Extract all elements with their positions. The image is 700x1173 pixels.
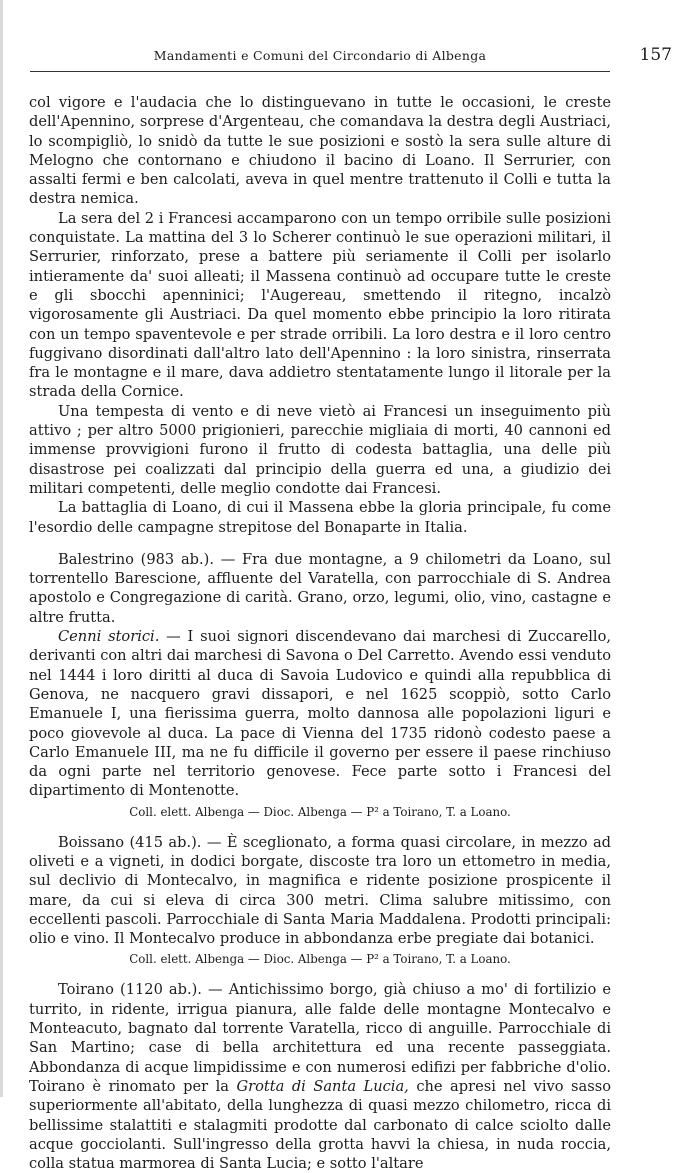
page-number: 157 [639, 45, 672, 65]
page-binding-edge [0, 0, 3, 1097]
header-rule [30, 71, 610, 72]
collegio-note: Coll. elett. Albenga — Dioc. Albenga — P² a Toirano, T. a Loano. [129, 952, 511, 967]
entry-lead-text: (415 ab.). — È sceglionato, a forma quasi circolare, in mezzo ad oliveti e a vigneti, in dodici borgate, discoste tra loro un ettometro in media, sul declivio di Montecalvo, in magnifica e ridente posizione prospicente il mare, da cui si eleva di circa 300 metri. Clima salubre mitissimo, con eccellenti pascoli. Parrocchiale di Santa Maria Maddalena. Prodotti principali: olio e vino. Il Montecalvo produce in abbondanza erbe pregiate dai botanici. [29, 833, 611, 948]
paragraph: Una tempesta di vento e di neve vietò ai Francesi un inseguimento più attivo ; per altro 5000 prigionieri, parecchie migliaia di morti, 40 cannoni ed immense provvigioni furono il frutto di codesta battaglia, una delle più disastrose pei coalizzati dal principio della guerra ed una, a giudizio dei militari competenti, delle meglio condotte dai Francesi. [29, 402, 611, 497]
collegio-note: Coll. elett. Albenga — Dioc. Albenga — P² a Toirano, T. a Loano. [129, 804, 511, 819]
entry-lead [29, 550, 611, 627]
entry-name: Boissano [58, 833, 125, 851]
entry-history [29, 627, 611, 801]
entry-lead [29, 833, 611, 949]
entry-boissano [29, 833, 611, 968]
paragraph: col vigore e l'audacia che lo distinguevano in tutte le occasioni, le creste dell'Apennino, sorprese d'Argenteau, che comandava la destra degli Austriaci, lo scompigliò, lo snidò da tutte le sue posizioni e sostò la sera sulle alture di Melogno che contornano e chiudono il bacino di Loano. Il Serrurier, con assalti fermi e ben calcolati, aveva in quel mentre trattenuto il Colli e tutta la destra nemica. [29, 94, 611, 208]
entry-name: Balestrino [58, 550, 134, 568]
entry-lead-text: (983 ab.). — Fra due montagne, a 9 chilometri da Loano, sul torrentello Barescione, affluente del Varatella, con parrocchiale di S. Andrea apostolo e Congregazione di carità. Grano, orzo, legumi, olio, vino, castagne e altre frutta. [29, 550, 612, 626]
history-label: Cenni storici. [58, 628, 160, 646]
entry-toirano [29, 980, 611, 1173]
body-text [29, 93, 611, 1173]
grotta-name: Grotta di Santa Lucia, [236, 1077, 409, 1095]
running-head: Mandamenti e Comuni del Circondario di Albenga [153, 48, 487, 63]
paragraph: La battaglia di Loano, di cui il Massena ebbe la gloria principale, fu come l'esordio delle campagne strepitose del Bonaparte in Italia. [29, 499, 611, 536]
page-header [30, 45, 672, 69]
entry-balestrino [29, 550, 611, 820]
entry-lead [29, 980, 611, 1173]
entry-lead-text: (1120 ab.). — Antichissimo borgo, già chiuso a mo' di fortilizio e turrito, in ridente, irrigua pianura, alle falde delle montagne Montecalvo e Monteacuto, bagnato dal torrente Varatella, ricco di anguille. Parrocchiale di San Martino; case di bella architettura ed una recente passeggiata. Abbondanza di acque limpidissime e con numerosi edifizi per fabbriche d'olio. Toirano è rinomato per la [29, 981, 612, 1095]
paragraph: La sera del 2 i Francesi accamparono con un tempo orribile sulle posizioni conquistate. La mattina del 3 lo Scherer continuò le sue operazioni militari, il Serrurier, rinforzato, prese a battere più seriamente il Colli per isolarlo intieramente da' suoi alleati; il Massena continuò ad occupare tutte le creste e gli sbocchi apenninici; l'Augereau, smettendo il ritegno, incalzò vigorosamente gli Austriaci. Da quel momento ebbe principio la loro ritirata con un tempo spaventevole e per strade orribili. La loro destra e il loro centro fuggivano disordinati dall'altro lato dell'Apennino : la loro sinistra, rinserrata fra le montagne e il mare, dava addietro stentatamente lungo il litorale per la strada della Cornice. [29, 209, 611, 401]
entry-lead-text-cont: che apresi nel vivo sasso superiormente all'abitato, della lunghezza di quasi mezzo chilometro, ricca di bellissime stalattiti e stalagmiti prodotte dal carbonato di calce sciolto dalle acque gocciolanti. Sull'ingresso della grotta havvi la chiesa, in nuda roccia, colla statua marmorea di Santa Lucia; e sotto l'altare [29, 1077, 612, 1173]
history-text: — I suoi signori discendevano dai marchesi di Zuccarello, derivanti con altri dai marchesi di Savona o Del Carretto. Avendo essi venduto nel 1444 i loro diritti al duca di Savoia Ludovico e quindi alla repubblica di Genova, ne nacquero gravi dissapori, e nel 1625 scoppiò, sotto Carlo Emanuele I, una fierissima guerra, molto dannosa alle popolazioni liguri e poco giovevole al duca. La pace di Vienna del 1735 ridonò codesto paese a Carlo Emanuele III, ma ne fu difficile il governo per essere il paese rinchiuso da ogni parte nel territorio genovese. Fece parte sotto i Francesi del dipartimento di Montenotte. [29, 628, 612, 800]
entry-name: Toirano [58, 981, 114, 999]
